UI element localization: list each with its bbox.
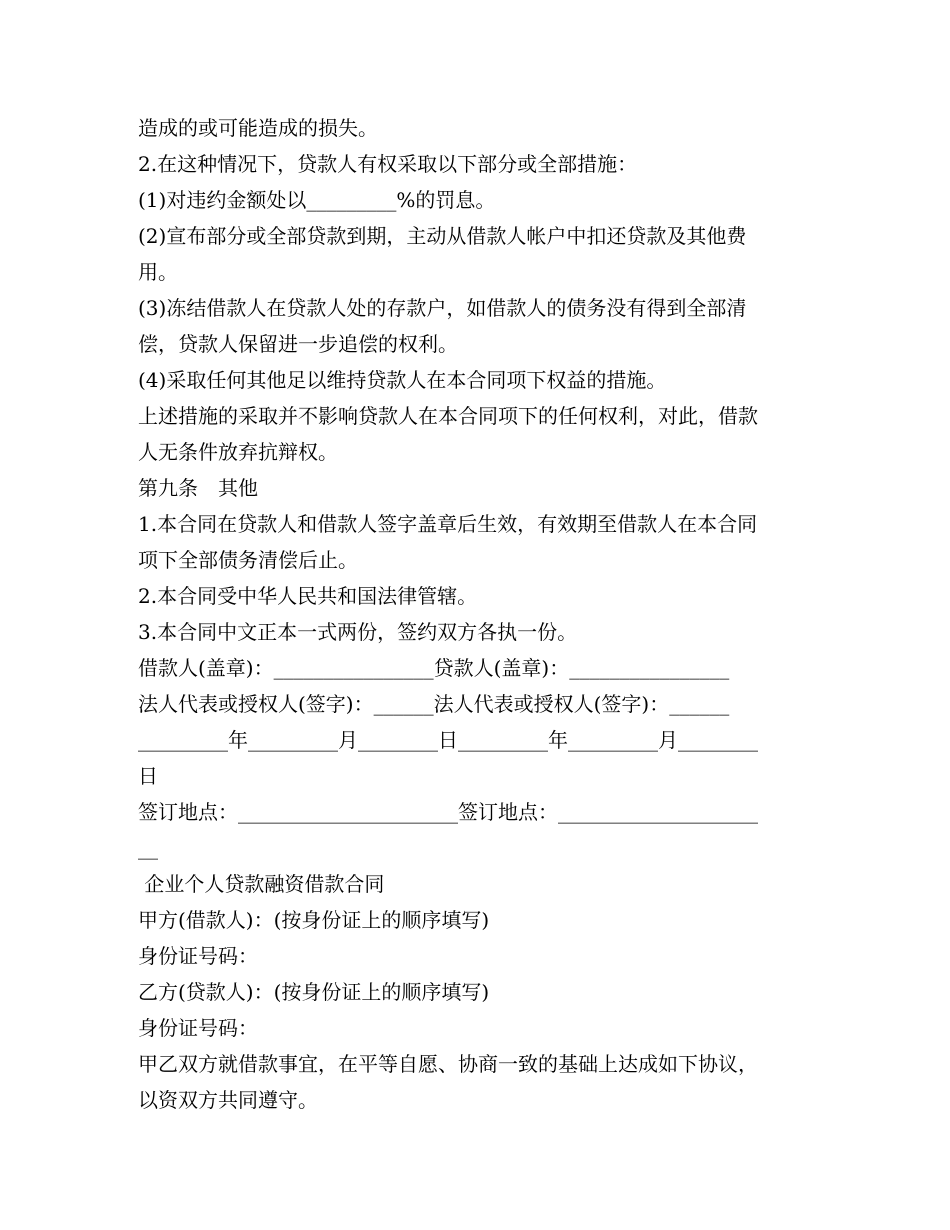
- signature-line: 法人代表或授权人(签字)：______法人代表或授权人(签字)：______: [138, 692, 730, 716]
- text-line: (3)冻结借款人在贷款人处的存款户，如借款人的债务没有得到全部清: [138, 296, 747, 320]
- document-body: [138, 110, 814, 1118]
- text-line: 人无条件放弃抗辩权。: [138, 440, 338, 464]
- signature-line: 借款人(盖章)：________________贷款人(盖章)：________________: [138, 656, 730, 680]
- text-line: 甲方(借款人)：(按身份证上的顺序填写): [138, 908, 490, 932]
- text-line: 2.在这种情况下，贷款人有权采取以下部分或全部措施：: [138, 152, 638, 176]
- text-line: (1)对违约金额处以_________%的罚息。: [138, 188, 496, 212]
- text-line: 以资双方共同遵守。: [138, 1088, 318, 1112]
- text-line: 1.本合同在贷款人和借款人签字盖章后生效，有效期至借款人在本合同: [138, 512, 758, 536]
- section-heading: 第九条 其他: [138, 476, 258, 500]
- text-line: 乙方(贷款人)：(按身份证上的顺序填写): [138, 980, 490, 1004]
- text-line: 上述措施的采取并不影响贷款人在本合同项下的任何权利，对此，借款: [138, 404, 758, 428]
- text-line: 造成的或可能造成的损失。: [138, 116, 378, 140]
- text-line: 偿，贷款人保留进一步追偿的权利。: [138, 332, 458, 356]
- text-line: 3.本合同中文正本一式两份，签约双方各执一份。: [138, 620, 578, 644]
- text-line: 项下全部债务清偿后止。: [138, 548, 358, 572]
- text-line: 甲乙双方就借款事宜，在平等自愿、协商一致的基础上达成如下协议，: [138, 1052, 758, 1076]
- text-line: 身份证号码：: [138, 1016, 258, 1040]
- text-line: 2.本合同受中华人民共和国法律管辖。: [138, 584, 478, 608]
- contract-title: 企业个人贷款融资借款合同: [138, 872, 385, 896]
- date-line: _________年_________月________日_________年_________月________: [138, 728, 758, 752]
- signing-place-line: 签订地点：______________________签订地点：____________________: [138, 800, 758, 824]
- text-line: (4)采取任何其他足以维持贷款人在本合同项下权益的措施。: [138, 368, 667, 392]
- text-line: 身份证号码：: [138, 944, 258, 968]
- text-line: (2)宣布部分或全部贷款到期，主动从借款人帐户中扣还贷款及其他费: [138, 224, 747, 248]
- date-line: 日: [138, 764, 158, 788]
- signing-place-line: __: [138, 836, 158, 860]
- text-line: 用。: [138, 260, 178, 284]
